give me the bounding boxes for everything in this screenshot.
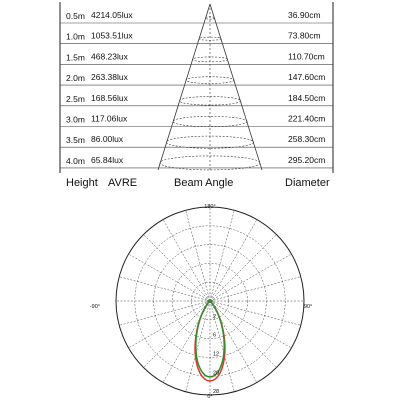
polar-scale-label: 12 [213,351,220,358]
row-diameter: 110.70cm [288,51,325,62]
polar-spoke [129,254,210,301]
row-height: 3.5m [66,135,85,146]
polar-spoke [210,254,291,301]
polar-spoke [144,235,210,301]
row-lux: 468.23lux [91,51,128,62]
polar-spoke [163,220,210,301]
footer-avre-label: AVRE [108,177,138,189]
polar-scale-label: 6 [213,332,217,339]
row-height: 2.5m [66,93,85,104]
row-lux: 86.00lux [91,134,124,145]
row-diameter: 73.80cm [288,30,321,41]
row-height: 3.0m [66,114,85,125]
row-lux: 4214.05lux [91,10,133,20]
polar-spoke [210,301,276,367]
row-diameter: 221.40cm [288,113,326,124]
polar-spoke [210,220,257,301]
polar-scale-label: 20 [213,370,220,377]
row-height: 1.0m [66,31,85,42]
row-diameter: 258.30cm [288,134,326,145]
footer-beam-angle-label: Beam Angle [174,177,234,189]
polar-scale-label: 2 [213,313,217,320]
polar-spoke [210,235,276,301]
row-diameter: 295.20cm [288,154,326,165]
row-lux: 65.84lux [91,154,124,165]
polar-spoke [210,210,234,301]
angle-label-left: -90° [89,304,100,310]
polar-spoke [210,301,301,325]
row-diameter: 147.60cm [288,72,326,83]
polar-spoke [119,277,210,301]
beam-angle-diagram [0,0,400,196]
polar-spoke [186,301,210,392]
row-lux: 117.06lux [91,113,128,124]
row-height: 2.0m [66,73,85,84]
row-diameter: 36.90cm [288,10,321,20]
angle-label-bottom: 0° [207,394,213,400]
polar-distribution-chart [0,196,400,400]
footer-height-label: Height [66,177,98,189]
polar-spoke [186,210,210,301]
row-height: 1.5m [66,52,85,63]
polar-spoke [119,301,210,325]
beam-edge-right [210,4,262,170]
row-lux: 1053.51lux [91,30,133,41]
angle-label-top: 180° [204,204,216,210]
row-lux: 168.56lux [91,92,128,103]
row-height: 0.5m [66,11,85,21]
polar-spoke [210,277,301,301]
polar-scale-label: 28 [213,389,220,396]
polar-spoke [144,301,210,367]
angle-label-right: 90° [304,304,313,310]
row-diameter: 184.50cm [288,92,326,103]
row-height: 4.0m [66,155,85,166]
footer-diameter-label: Diameter [285,177,330,189]
beam-edge-left [158,4,210,170]
row-lux: 263.38lux [91,72,128,83]
